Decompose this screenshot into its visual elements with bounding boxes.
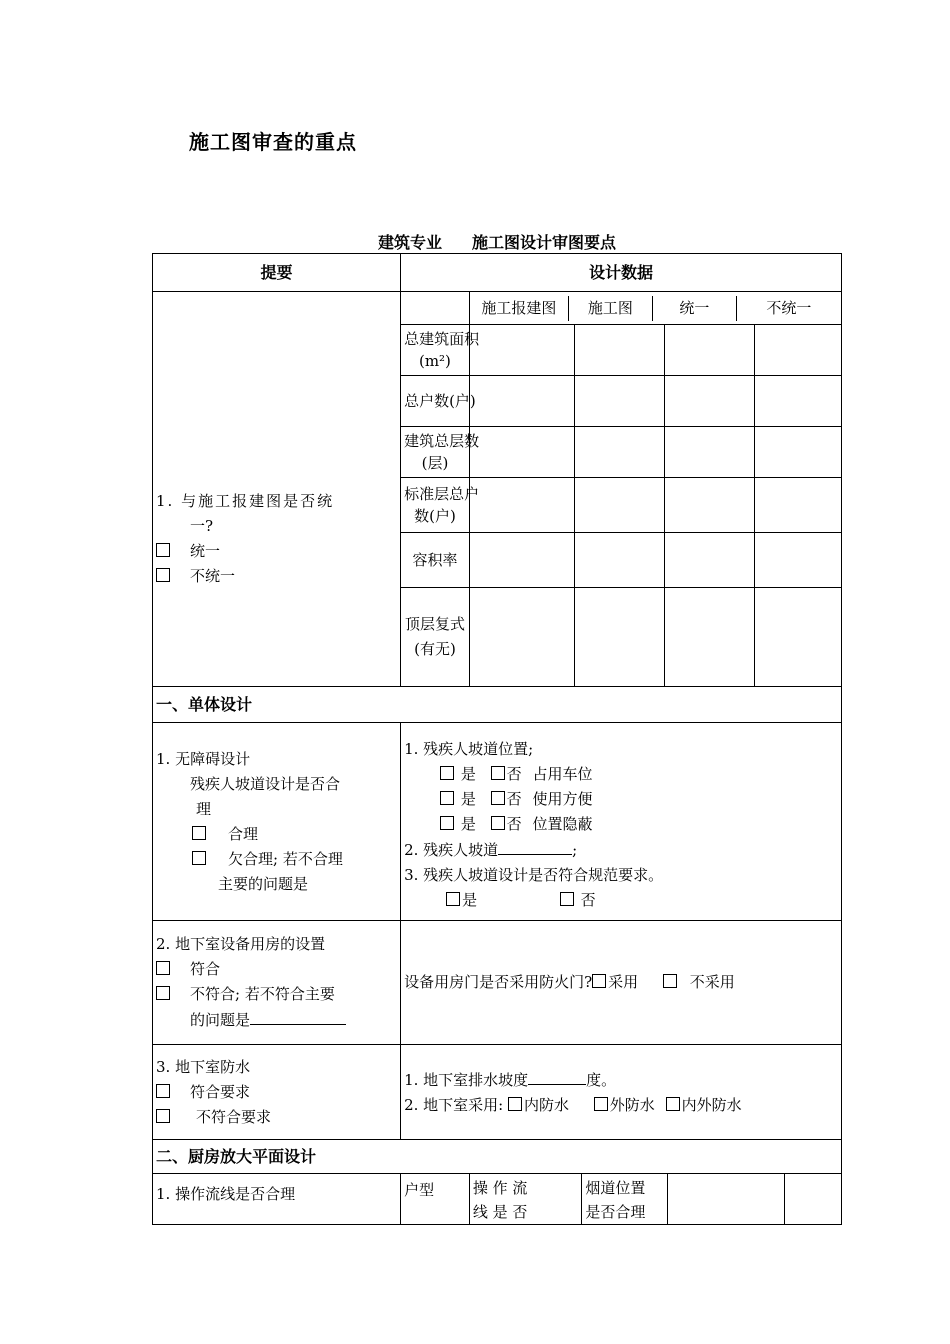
checkbox-icon[interactable] bbox=[440, 766, 454, 780]
checkbox-icon[interactable] bbox=[192, 826, 206, 840]
checkbox-icon[interactable] bbox=[156, 543, 170, 557]
checkbox-icon[interactable] bbox=[663, 974, 677, 988]
cell-not-unified-input[interactable] bbox=[754, 533, 841, 587]
ramp-convenient-text: 使用方便 bbox=[532, 790, 593, 808]
checkbox-icon[interactable] bbox=[156, 1109, 170, 1123]
checkbox-icon[interactable] bbox=[192, 851, 206, 865]
grid-row-cells bbox=[469, 533, 841, 588]
ramp-question: 残疾人坡道设计是否合 bbox=[190, 775, 341, 793]
grid-row-label: 总建筑面积 (m²) bbox=[401, 325, 470, 376]
cell-unified-input[interactable] bbox=[664, 427, 754, 477]
option-unreasonable[interactable]: 欠合理; 若不合理 bbox=[156, 847, 397, 872]
grid-col-unified: 统一 bbox=[652, 296, 736, 321]
cell-unified-input[interactable] bbox=[664, 588, 754, 686]
grid-row-cells bbox=[469, 588, 841, 687]
cell-unified-input[interactable] bbox=[664, 533, 754, 587]
fire-door-no[interactable]: 不采用 bbox=[643, 973, 735, 991]
cell-permit-input[interactable] bbox=[470, 325, 575, 375]
fire-door-question: 设备用房门是否采用防火门? bbox=[404, 973, 593, 991]
waterproof-inner[interactable]: 内防水 bbox=[508, 1096, 569, 1114]
ramp-hidden-yes[interactable]: 是 bbox=[440, 815, 476, 833]
option-not-meets-requirements[interactable]: 不符合要求 bbox=[156, 1105, 397, 1130]
unify-question: 1. 与施工报建图是否统 bbox=[156, 492, 335, 510]
checkbox-icon[interactable] bbox=[446, 892, 460, 906]
basement-rooms-detail-cell bbox=[401, 921, 842, 1045]
cell-not-unified-input[interactable] bbox=[754, 427, 841, 477]
cell-unified-input[interactable] bbox=[664, 325, 754, 375]
checkbox-icon[interactable] bbox=[156, 961, 170, 975]
drain-slope-blank[interactable] bbox=[528, 1067, 586, 1085]
barrier-free-row bbox=[153, 723, 842, 921]
checkbox-icon[interactable] bbox=[594, 1097, 608, 1111]
ramp-hidden-no[interactable]: 否 bbox=[481, 815, 522, 833]
checkbox-icon[interactable] bbox=[491, 791, 505, 805]
unify-question-cell bbox=[153, 292, 401, 687]
ramp-parking-yes[interactable]: 是 bbox=[440, 765, 476, 783]
kitchen-blank-cell[interactable] bbox=[784, 1174, 841, 1225]
basement-water-detail-cell bbox=[401, 1045, 842, 1140]
checkbox-icon[interactable] bbox=[440, 791, 454, 805]
ramp-parking-no[interactable]: 否 bbox=[481, 765, 522, 783]
barrier-free-question-cell bbox=[153, 723, 401, 921]
ramp-parking-text: 占用车位 bbox=[532, 765, 593, 783]
section-title-kitchen: 二、厨房放大平面设计 bbox=[153, 1140, 842, 1174]
noncompliant-cont: 的问题是 bbox=[156, 1007, 397, 1033]
basement-water-question: 3. 地下室防水 bbox=[156, 1057, 251, 1076]
ramp-compliance-yes[interactable]: 是 bbox=[446, 891, 477, 909]
waterproof-both[interactable]: 内外防水 bbox=[660, 1096, 742, 1114]
grid-row-label: 标准层总户 数(户) bbox=[401, 478, 470, 533]
section-row bbox=[153, 1140, 842, 1174]
cell-construction-input[interactable] bbox=[574, 427, 664, 477]
cell-construction-input[interactable] bbox=[574, 325, 664, 375]
grid-row-label: 建筑总层数 (层) bbox=[401, 427, 470, 478]
grid-row-label: 顶层复式 (有无) bbox=[401, 588, 470, 687]
caption-subject: 施工图设计审图要点 bbox=[472, 233, 617, 252]
basement-water-row bbox=[153, 1045, 842, 1140]
ramp-location-label: 1. 残疾人坡道位置; bbox=[404, 740, 534, 758]
checkbox-icon[interactable] bbox=[491, 766, 505, 780]
cell-unified-input[interactable] bbox=[664, 376, 754, 426]
grid-corner bbox=[401, 292, 470, 325]
grid-row-cells bbox=[469, 478, 841, 533]
grid-row-cells bbox=[469, 376, 841, 427]
cell-permit-input[interactable] bbox=[470, 427, 575, 477]
cell-permit-input[interactable] bbox=[470, 533, 575, 587]
cell-not-unified-input[interactable] bbox=[754, 376, 841, 426]
header-design-data: 设计数据 bbox=[401, 254, 842, 292]
kitchen-col-flow: 操 作 流 线 是 否 bbox=[469, 1174, 582, 1225]
cell-permit-input[interactable] bbox=[470, 478, 575, 532]
section-title-unit-design: 一、单体设计 bbox=[153, 687, 842, 723]
grid-row-cells bbox=[469, 325, 841, 376]
cell-permit-input[interactable] bbox=[470, 588, 575, 686]
kitchen-flow-question: 1. 操作流线是否合理 bbox=[153, 1174, 401, 1225]
basement-rooms-row bbox=[153, 921, 842, 1045]
ramp-convenient-yes[interactable]: 是 bbox=[440, 790, 476, 808]
ramp-sub-parking bbox=[404, 762, 838, 787]
ramp-compliance-question: 3. 残疾人坡道设计是否符合规范要求。 bbox=[404, 866, 664, 884]
grid-col-headers bbox=[469, 292, 841, 325]
kitchen-col-unit-type: 户型 bbox=[401, 1174, 470, 1225]
checkbox-icon[interactable] bbox=[156, 568, 170, 582]
grid-row-cells bbox=[469, 427, 841, 478]
checkbox-icon[interactable] bbox=[491, 816, 505, 830]
option-unified[interactable]: 统一 bbox=[156, 539, 397, 564]
ramp-sub-convenient bbox=[404, 787, 838, 812]
fire-door-line bbox=[404, 970, 838, 995]
option-noncompliant[interactable]: 不符合; 若不符合主要 bbox=[156, 982, 397, 1007]
ramp-hidden-text: 位置隐蔽 bbox=[532, 815, 593, 833]
ramp-question-cont: 理 bbox=[196, 800, 212, 818]
barrier-free-question: 1. 无障碍设计 bbox=[156, 750, 251, 768]
basement-rooms-question: 2. 地下室设备用房的设置 bbox=[156, 935, 326, 953]
header-row bbox=[153, 254, 842, 292]
checkbox-icon[interactable] bbox=[666, 1097, 680, 1111]
section-row bbox=[153, 687, 842, 723]
header-summary: 提要 bbox=[153, 254, 401, 292]
kitchen-col-flue: 烟道位置 是否合理 bbox=[582, 1174, 667, 1225]
option-meets-requirements[interactable]: 符合要求 bbox=[156, 1080, 397, 1105]
noncompliant-blank[interactable] bbox=[250, 1007, 346, 1025]
cell-construction-input[interactable] bbox=[574, 533, 664, 587]
cell-not-unified-input[interactable] bbox=[754, 478, 841, 532]
cell-permit-input[interactable] bbox=[470, 376, 575, 426]
cell-not-unified-input[interactable] bbox=[754, 325, 841, 375]
ramp-convenient-no[interactable]: 否 bbox=[481, 790, 522, 808]
cell-construction-input[interactable] bbox=[574, 376, 664, 426]
cell-unified-input[interactable] bbox=[664, 478, 754, 532]
option-reasonable[interactable]: 合理 bbox=[156, 822, 397, 847]
option-compliant[interactable]: 符合 bbox=[156, 957, 397, 982]
drain-slope-line: 1. 地下室排水坡度 度。 bbox=[404, 1067, 838, 1093]
checkbox-icon[interactable] bbox=[156, 986, 170, 1000]
waterproof-type-line: 2. 地下室采用: 内防水 外防水 内外防水 bbox=[404, 1095, 742, 1114]
checkbox-icon[interactable] bbox=[440, 816, 454, 830]
checkbox-icon[interactable] bbox=[156, 1084, 170, 1098]
barrier-free-detail-cell bbox=[401, 723, 842, 921]
kitchen-blank-cell[interactable] bbox=[667, 1174, 784, 1225]
grid-row-label: 总户数(户) bbox=[401, 376, 470, 427]
grid-col-construction-drawing: 施工图 bbox=[568, 296, 652, 321]
ramp-slope-blank[interactable] bbox=[498, 837, 572, 855]
grid-col-not-unified: 不统一 bbox=[766, 298, 812, 317]
unify-question-cont: 一? bbox=[190, 517, 214, 535]
table-caption bbox=[152, 230, 842, 253]
checkbox-icon[interactable] bbox=[592, 974, 606, 988]
grid-header-row bbox=[153, 292, 842, 325]
grid-row-label: 容积率 bbox=[401, 533, 470, 588]
option-not-unified[interactable]: 不统一 bbox=[156, 564, 397, 589]
fire-door-yes[interactable]: 采用 bbox=[592, 973, 638, 991]
kitchen-row bbox=[153, 1174, 842, 1225]
page-title: 施工图审查的重点 bbox=[189, 130, 357, 154]
ramp-compliance-no[interactable]: 否 bbox=[482, 891, 596, 909]
cell-construction-input[interactable] bbox=[574, 478, 664, 532]
review-table bbox=[152, 253, 842, 1225]
waterproof-outer[interactable]: 外防水 bbox=[574, 1096, 655, 1114]
checkbox-icon[interactable] bbox=[560, 892, 574, 906]
ramp-slope-line: 2. 残疾人坡道 ; bbox=[404, 837, 838, 863]
grid-col-permit-drawing: 施工报建图 bbox=[470, 296, 569, 321]
ramp-compliance-options bbox=[404, 888, 838, 913]
basement-water-question-cell bbox=[153, 1045, 401, 1140]
checkbox-icon[interactable] bbox=[508, 1097, 522, 1111]
caption-discipline: 建筑专业 bbox=[377, 233, 442, 252]
cell-construction-input[interactable] bbox=[574, 588, 664, 686]
ramp-sub-hidden bbox=[404, 812, 838, 837]
unreasonable-cont: 主要的问题是 bbox=[218, 875, 309, 893]
basement-rooms-question-cell bbox=[153, 921, 401, 1045]
cell-not-unified-input[interactable] bbox=[754, 588, 841, 686]
